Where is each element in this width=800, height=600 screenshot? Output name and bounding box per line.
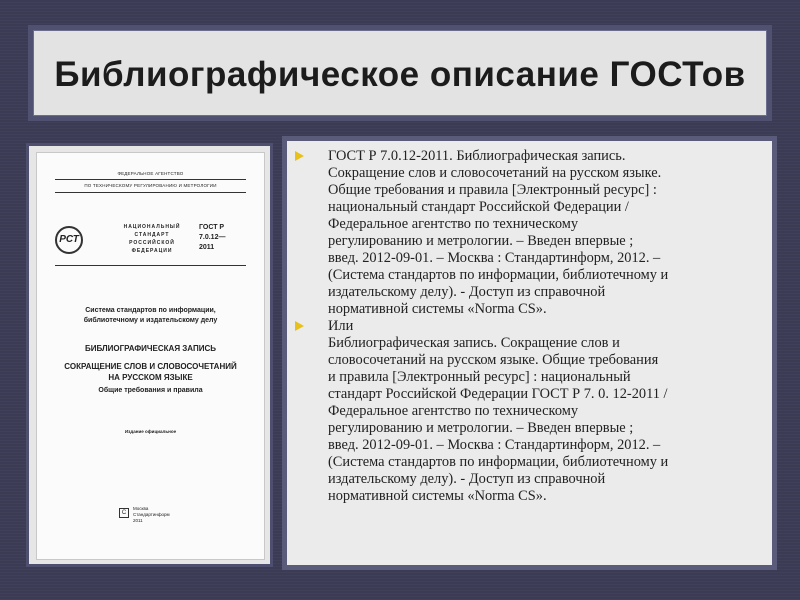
bullet-line: и правила [Электронный ресурс] : национальный	[328, 369, 631, 385]
title-sub-line: НА РУССКОМ ЯЗЫКЕ	[108, 373, 193, 382]
bullet-line: издательскому делу). - Доступ из справочной	[328, 284, 606, 300]
bullet-line: ГОСТ Р 7.0.12-2011. Библиографическая запись.	[328, 148, 626, 164]
cover-title-requirements: Общие требования и правила	[98, 387, 203, 394]
list-item	[295, 148, 766, 318]
publisher-line: 2011	[133, 518, 143, 523]
bullet-line: стандарт Российской Федерации ГОСТ Р 7. 0. 12-2011 /	[328, 386, 668, 402]
bullet-line: Библиографическая запись. Сокращение слов и	[328, 335, 620, 351]
bullet-arrow-icon	[295, 321, 304, 331]
title-sub-line: СОКРАЩЕНИЕ СЛОВ И СЛОВОСОЧЕТАНИЙ	[64, 362, 237, 371]
cover-rule-1	[55, 179, 246, 180]
cover-title-sub	[55, 361, 246, 383]
cover-rule-2	[55, 192, 246, 193]
std-label-line: СТАНДАРТ	[134, 232, 170, 238]
code-line: 2011	[199, 244, 215, 251]
bullet-line: нормативной системы «Norma CS».	[328, 301, 547, 317]
cover-rule-3	[55, 265, 246, 266]
bullet-line: введ. 2012-09-01. – Москва : Стандартинформ, 2012. –	[328, 437, 661, 453]
bullet-line: национальный стандарт Российской Федерации /	[328, 199, 629, 215]
std-label-line: РОССИЙСКОЙ	[129, 240, 175, 246]
bullet-line: регулированию и метрологии. – Введен впервые ;	[328, 233, 634, 249]
series-line: Система стандартов по информации,	[85, 307, 216, 314]
slide-title: Библиографическое описание ГОСТов	[54, 55, 746, 94]
code-line: 7.0.12—	[199, 234, 226, 241]
bullet-line: введ. 2012-09-01. – Москва : Стандартинформ, 2012. –	[328, 250, 661, 266]
cover-publisher	[133, 506, 188, 524]
cover-agency-line-1: ФЕДЕРАЛЬНОЕ АГЕНТСТВО	[117, 171, 184, 176]
citation-list	[295, 148, 766, 505]
bullet-line: словосочетаний на русском языке. Общие требования	[328, 352, 659, 368]
title-box	[28, 25, 772, 121]
list-item	[295, 318, 766, 505]
bullet-arrow-icon	[295, 151, 304, 161]
series-line: библиотечному и издательскому делу	[83, 317, 218, 324]
rst-logo-icon: РСТ	[55, 226, 83, 254]
bullet-line: издательскому делу). - Доступ из справочной	[328, 471, 606, 487]
cover-edition: Издание официальное	[124, 429, 177, 434]
cover-agency-line-2: ПО ТЕХНИЧЕСКОМУ РЕГУЛИРОВАНИЮ И МЕТРОЛОГИИ	[84, 183, 217, 188]
publisher-line: Москва	[133, 506, 149, 511]
bullet-line: Федеральное агентство по техническому	[328, 216, 579, 232]
cover-standard-label	[112, 223, 192, 255]
bullet-line: Общие требования и правила [Электронный ресурс] :	[328, 182, 657, 198]
bullet-line: (Система стандартов по информации, библиотечному и	[328, 267, 669, 283]
bullet-line: Федеральное агентство по техническому	[328, 403, 579, 419]
bullet-line: регулированию и метрологии. – Введен впервые ;	[328, 420, 634, 436]
bullet-line: (Система стандартов по информации, библиотечному и	[328, 454, 669, 470]
std-label-line: НАЦИОНАЛЬНЫЙ	[123, 224, 181, 230]
bullet-line: Сокращение слов и словосочетаний на русском языке.	[328, 165, 662, 181]
cover-page	[36, 152, 265, 560]
cover-title-main: БИБЛИОГРАФИЧЕСКАЯ ЗАПИСЬ	[84, 344, 217, 353]
publisher-logo-icon: С	[119, 508, 129, 518]
bullet-line: Или	[328, 318, 354, 334]
bullet-line: нормативной системы «Norma CS».	[328, 488, 547, 504]
code-line: ГОСТ Р	[199, 224, 225, 231]
cover-standard-code	[199, 223, 259, 253]
std-label-line: ФЕДЕРАЦИИ	[131, 248, 173, 254]
cover-series	[55, 306, 246, 326]
publisher-line: Стандартинформ	[133, 512, 170, 517]
citation-panel	[282, 136, 777, 570]
document-cover-image	[26, 143, 273, 567]
